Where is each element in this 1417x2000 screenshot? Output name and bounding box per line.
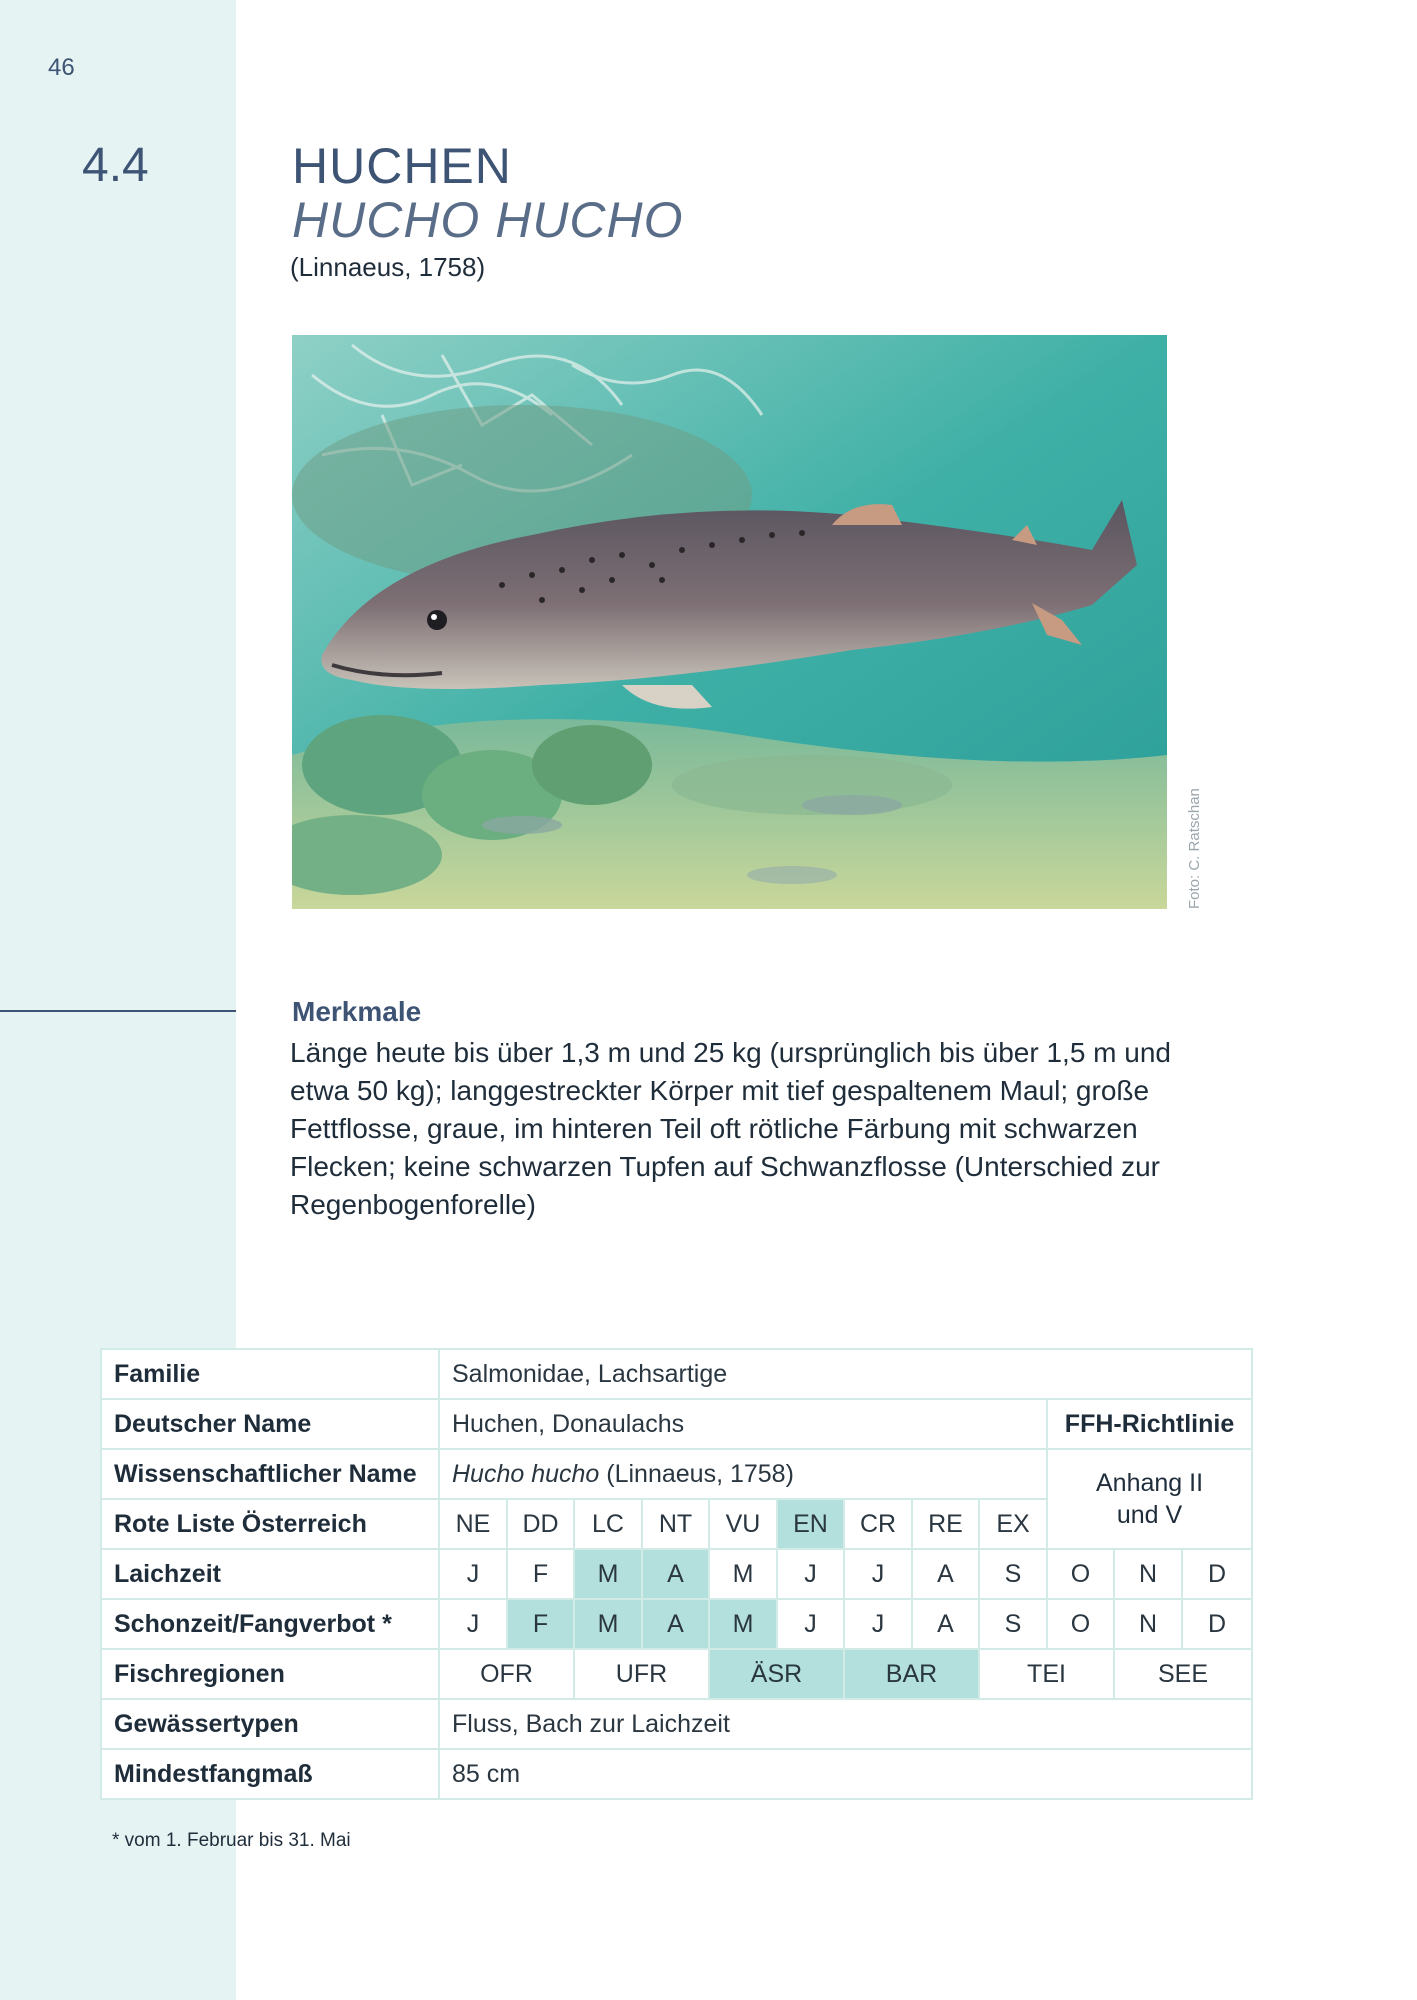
fischregion-cell: ÄSR xyxy=(709,1649,844,1699)
laichzeit-month: J xyxy=(777,1549,844,1599)
species-scientific-title: HUCHO HUCHO xyxy=(292,192,684,248)
table-row-mindestfangmass xyxy=(101,1749,1252,1799)
schonzeit-month: D xyxy=(1182,1599,1252,1649)
schonzeit-label: Schonzeit/Fangverbot * xyxy=(101,1599,439,1649)
fischregion-cell: SEE xyxy=(1114,1649,1252,1699)
schonzeit-month: J xyxy=(777,1599,844,1649)
schonzeit-month: O xyxy=(1047,1599,1114,1649)
familie-value: Salmonidae, Lachsartige xyxy=(439,1349,1252,1399)
species-author: (Linnaeus, 1758) xyxy=(290,252,486,282)
table-row-deutscher-name xyxy=(101,1399,1252,1449)
laichzeit-month: O xyxy=(1047,1549,1114,1599)
gewaessertypen-label: Gewässertypen xyxy=(101,1699,439,1749)
laichzeit-month: F xyxy=(507,1549,574,1599)
fischregion-cell: TEI xyxy=(979,1649,1114,1699)
rote-liste-cat: EX xyxy=(979,1499,1047,1549)
schonzeit-month: M xyxy=(709,1599,777,1649)
mindestfangmass-label: Mindestfangmaß xyxy=(101,1749,439,1799)
laichzeit-month: A xyxy=(642,1549,709,1599)
wissenschaftlicher-name-value xyxy=(439,1449,1047,1499)
table-row-familie xyxy=(101,1349,1252,1399)
deutscher-name-value: Huchen, Donaulachs xyxy=(439,1399,1047,1449)
laichzeit-label: Laichzeit xyxy=(101,1549,439,1599)
table-row-gewaessertypen xyxy=(101,1699,1252,1749)
laichzeit-month: M xyxy=(709,1549,777,1599)
section-divider xyxy=(0,1010,236,1012)
rote-liste-cat: VU xyxy=(709,1499,777,1549)
rote-liste-label: Rote Liste Österreich xyxy=(101,1499,439,1549)
fischregion-cell: BAR xyxy=(844,1649,979,1699)
rote-liste-cat: LC xyxy=(574,1499,642,1549)
schonzeit-month: M xyxy=(574,1599,642,1649)
ffh-value xyxy=(1047,1449,1252,1549)
fischregion-cell: UFR xyxy=(574,1649,709,1699)
ffh-value-text: Anhang II und V xyxy=(1096,1469,1204,1529)
section-number: 4.4 xyxy=(82,139,149,192)
schonzeit-month: S xyxy=(979,1599,1047,1649)
table-row-laichzeit xyxy=(101,1549,1252,1599)
wissenschaftlicher-name-label: Wissenschaftlicher Name xyxy=(101,1449,439,1499)
laichzeit-month: A xyxy=(912,1549,979,1599)
rote-liste-cat: NT xyxy=(642,1499,709,1549)
rote-liste-cat: RE xyxy=(912,1499,979,1549)
laichzeit-month: S xyxy=(979,1549,1047,1599)
table-row-schonzeit xyxy=(101,1599,1252,1649)
laichzeit-month: D xyxy=(1182,1549,1252,1599)
rote-liste-cat: DD xyxy=(507,1499,574,1549)
scientific-name-italic: Hucho hucho xyxy=(452,1459,600,1488)
schonzeit-month: F xyxy=(507,1599,574,1649)
table-row-wissenschaftlicher-name xyxy=(101,1449,1252,1499)
rote-liste-cat: NE xyxy=(439,1499,507,1549)
photo-credit: Foto: C. Ratschan xyxy=(1186,788,1203,909)
rote-liste-cat: CR xyxy=(844,1499,912,1549)
page-number: 46 xyxy=(48,54,75,81)
schonzeit-month: A xyxy=(912,1599,979,1649)
schonzeit-month: J xyxy=(439,1599,507,1649)
species-title: HUCHEN xyxy=(292,138,512,194)
huchen-photo xyxy=(292,335,1167,909)
footnote: * vom 1. Februar bis 31. Mai xyxy=(112,1830,351,1851)
schonzeit-month: J xyxy=(844,1599,912,1649)
mindestfangmass-value: 85 cm xyxy=(439,1749,1252,1799)
laichzeit-month: M xyxy=(574,1549,642,1599)
fischregion-cell: OFR xyxy=(439,1649,574,1699)
laichzeit-month: J xyxy=(844,1549,912,1599)
schonzeit-month: A xyxy=(642,1599,709,1649)
fischregionen-label: Fischregionen xyxy=(101,1649,439,1699)
merkmale-text: Länge heute bis über 1,3 m und 25 kg (ursprünglich bis über 1,5 m und etwa 50 kg); langgestreckter Körper mit tief gespaltenem Maul; große Fettflosse, graue, im hinteren Teil oft rötliche Färbung mit schwarzen Flecken; keine schwarzen Tupfen auf Schwanzflosse (Unterschied zur Regenbogenforelle) xyxy=(290,1037,1172,1220)
merkmale-heading: Merkmale xyxy=(292,996,422,1027)
rote-liste-cat: EN xyxy=(777,1499,844,1549)
laichzeit-month: N xyxy=(1114,1549,1182,1599)
deutscher-name-label: Deutscher Name xyxy=(101,1399,439,1449)
species-facts-table xyxy=(100,1348,1253,1800)
scientific-name-author: (Linnaeus, 1758) xyxy=(599,1459,794,1488)
schonzeit-month: N xyxy=(1114,1599,1182,1649)
ffh-label: FFH-Richtlinie xyxy=(1047,1399,1252,1449)
familie-label: Familie xyxy=(101,1349,439,1399)
table-row-fischregionen xyxy=(101,1649,1252,1699)
gewaessertypen-value: Fluss, Bach zur Laichzeit xyxy=(439,1699,1252,1749)
laichzeit-month: J xyxy=(439,1549,507,1599)
